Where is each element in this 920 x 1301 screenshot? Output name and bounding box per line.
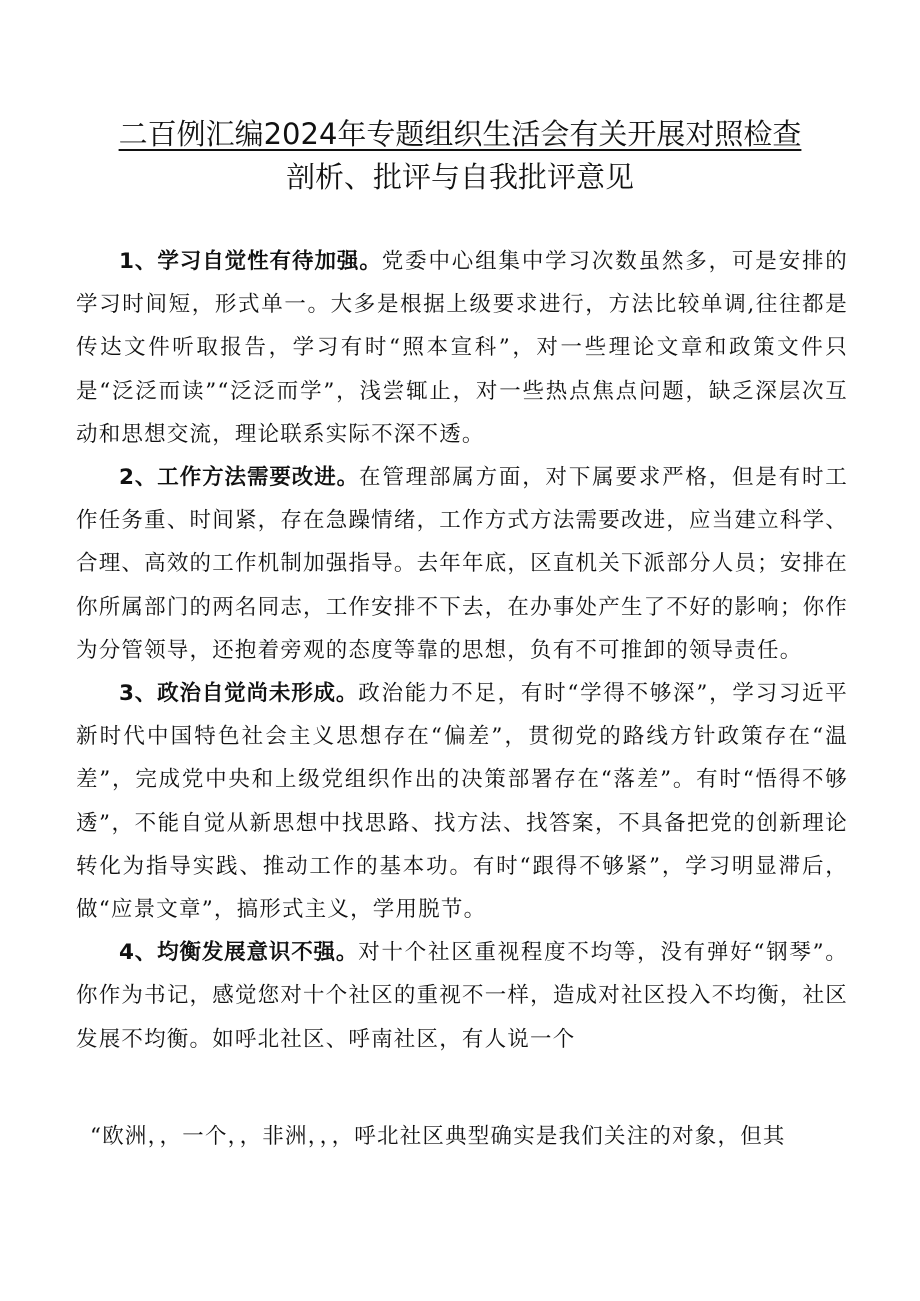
paragraph-1-heading: 1、学习自觉性有待加强。 <box>119 249 382 274</box>
paragraph-2 <box>76 456 848 672</box>
paragraph-3-heading: 3、政治自觉尚未形成。 <box>119 681 359 707</box>
paragraph-1 <box>76 240 848 456</box>
paragraph-2-text: 在管理部属方面，对下属要求严格，但是有时工作任务重、时间紧，存在急躁情绪，工作方式方法需要改进，应当建立科学、合理、高效的工作机制加强指导。去年年底，区直机关下派部分人员；安排在你所属部门的两名同志，工作安排不下去，在办事处产生了不好的影响；你作为分管领导，还抱着旁观的态度等靠的思想，负有不可推卸的领导责任。 <box>76 465 848 663</box>
paragraph-1-text: 党委中心组集中学习次数虽然多，可是安排的学习时间短，形式单一。大多是根据上级要求进行，方法比较单调,往往都是传达文件听取报告，学习有时“照本宣科”，对一些理论文章和政策文件只是“泛泛而读”“泛泛而学”，浅尝辄止，对一些热点焦点问题，缺乏深层次互动和思想交流，理论联系实际不深不透。 <box>76 249 848 447</box>
paragraph-4-continuation: “欧洲，，一个，，非洲，，，呼北社区典型确实是我们关注的对象，但其 <box>90 1124 786 1149</box>
document-title-line-1: 二百例汇编2024年专题组织生活会有关开展对照检查 <box>118 117 802 151</box>
paragraph-4-heading: 4、均衡发展意识不强。 <box>119 940 359 966</box>
paragraph-4-text: 对十个社区重视程度不均等，没有弹好“钢琴”。你作为书记，感觉您对十个社区的重视不一样，造成对社区投入不均衡，社区发展不均衡。如呼北社区、呼南社区，有人说一个 <box>76 940 849 1052</box>
paragraph-3-text: 政治能力不足，有时“学得不够深”，学习习近平新时代中国特色社会主义思想存在“偏差”，贯彻党的路线方针政策存在“温差”，完成党中央和上级党组织作出的决策部署存在“落差”。有时“悟得不够透”，不能自觉从新思想中找思路、找方法、找答案，不具备把党的创新理论转化为指导实践、推动工作的基本功。有时“跟得不够紧”，学习明显滞后，做“应景文章”，搞形式主义，学用脱节。 <box>76 681 849 923</box>
document-title-line-2: 剖析、批评与自我批评意见 <box>285 160 634 194</box>
paragraph-2-heading: 2、工作方法需要改进。 <box>119 465 360 491</box>
document-body <box>76 240 848 1061</box>
paragraph-4 <box>76 931 848 1061</box>
paragraph-3 <box>76 672 848 931</box>
